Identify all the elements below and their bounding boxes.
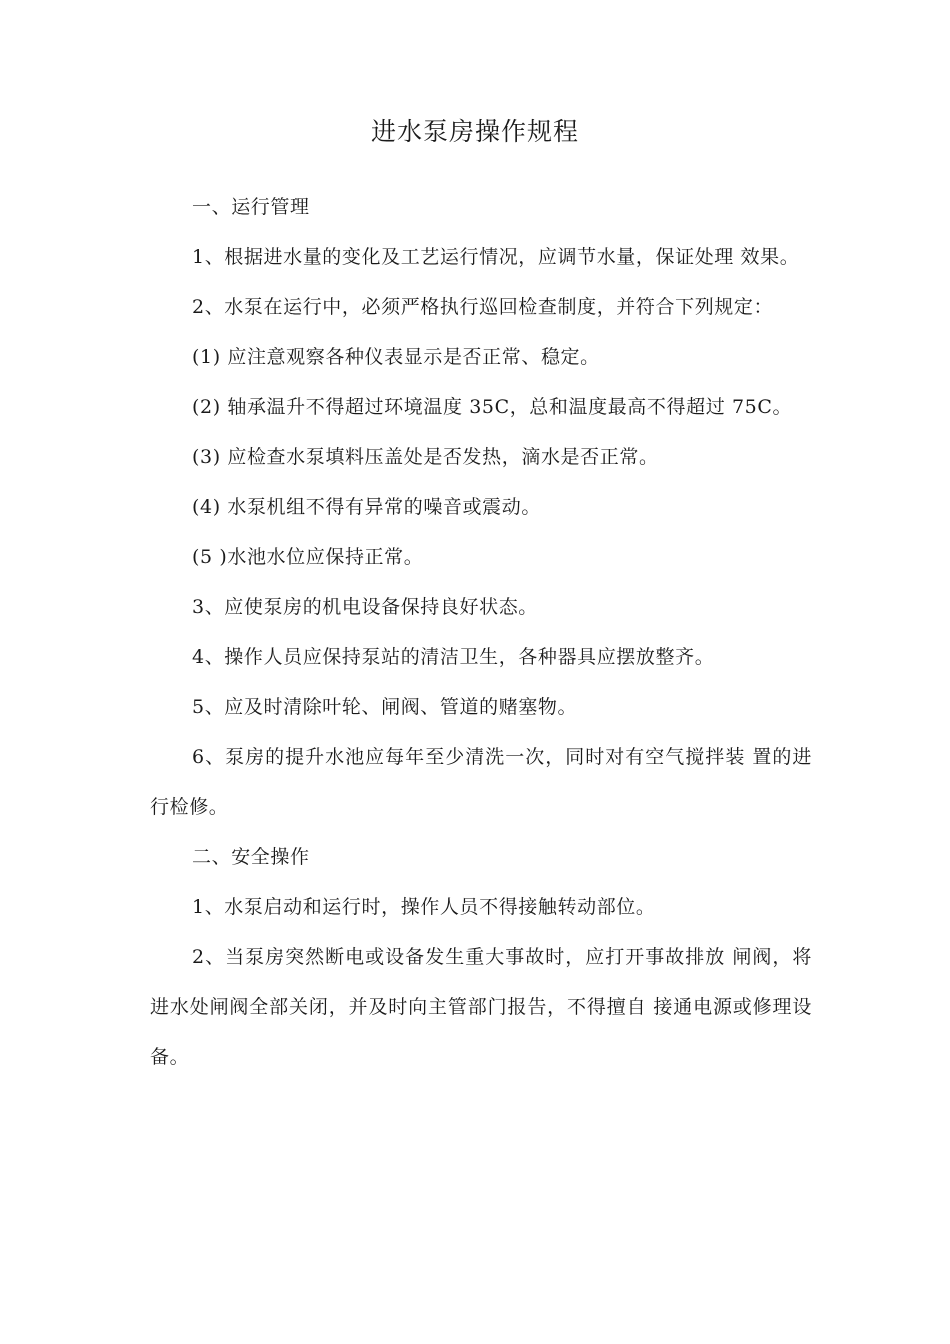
list-item: (5 )水池水位应保持正常。 <box>192 546 424 568</box>
list-item: (1) 应注意观察各种仪表显示是否正常、稳定。 <box>192 346 600 368</box>
paragraph: 3、应使泵房的机电设备保持良好状态。 <box>192 596 538 618</box>
section-heading-safety: 二、安全操作 <box>192 846 310 868</box>
paragraph: 4、操作人员应保持泵站的清洁卫生，各种器具应摆放整齐。 <box>192 646 715 668</box>
list-item: (2) 轴承温升不得超过环境温度 35C，总和温度最高不得超过 75C。 <box>192 396 793 418</box>
document-body <box>150 182 812 1082</box>
document-title: 进水泵房操作规程 <box>370 117 579 146</box>
paragraph: 6、泵房的提升水池应每年至少清洗一次，同时对有空气搅拌装 置的进行检修。 <box>150 746 812 818</box>
list-item: (3) 应检查水泵填料压盖处是否发热，滴水是否正常。 <box>192 446 659 468</box>
paragraph: 5、应及时清除叶轮、闸阀、管道的赌塞物。 <box>192 696 578 718</box>
paragraph: 2、当泵房突然断电或设备发生重大事故时，应打开事故排放 闸阀，将进水处闸阀全部关闭，并及时向主管部门报告，不得擅自 接通电源或修理设备。 <box>150 946 812 1068</box>
section-heading-operation: 一、运行管理 <box>192 196 310 218</box>
list-item: (4) 水泵机组不得有异常的噪音或震动。 <box>192 496 541 518</box>
paragraph: 1、根据进水量的变化及工艺运行情况，应调节水量，保证处理 效果。 <box>192 246 800 268</box>
paragraph: 1、水泵启动和运行时，操作人员不得接触转动部位。 <box>192 896 656 918</box>
paragraph: 2、水泵在运行中，必须严格执行巡回检查制度，并符合下列规定： <box>192 296 774 318</box>
